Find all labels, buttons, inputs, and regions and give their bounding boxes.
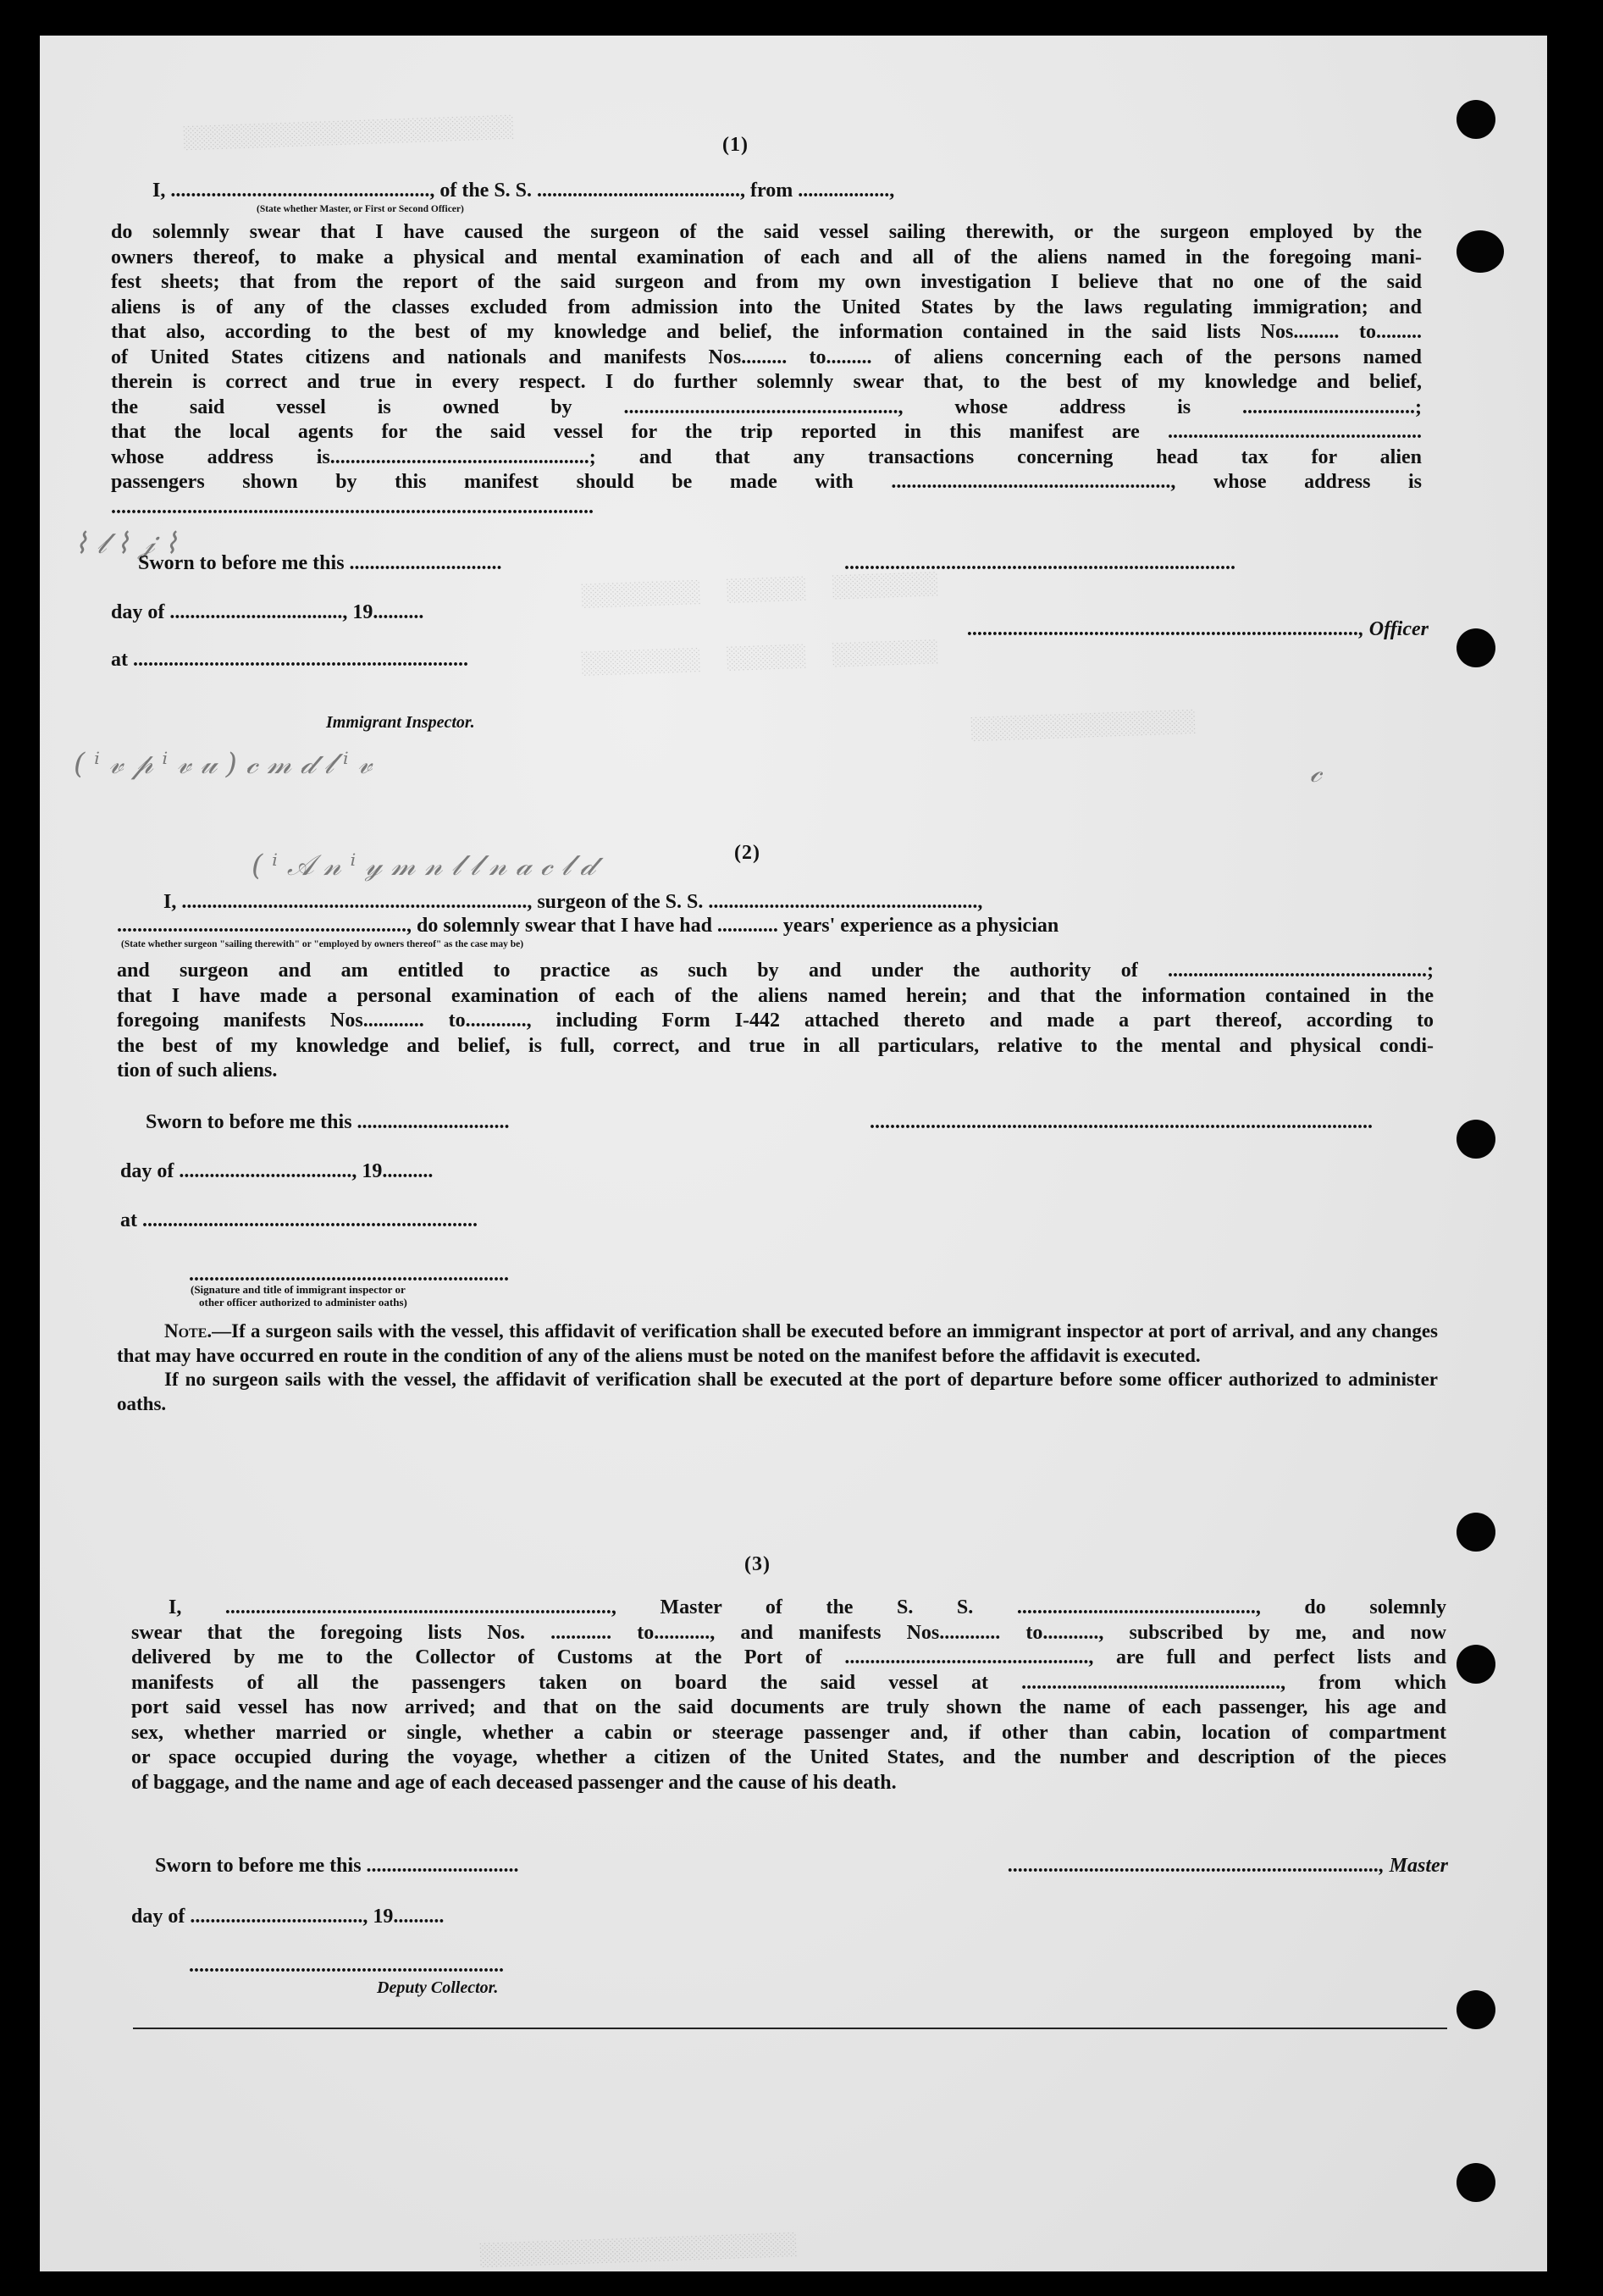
section-1-body-line: passengers shown by this manifest should be made with ......................................................., whose address is xyxy=(111,471,1422,493)
section-2-first-line: I, ...................................................................., surgeon of the S. S. ....................................................., xyxy=(163,891,983,913)
punch-hole xyxy=(1457,1990,1495,2029)
section-1-at-line: at .................................................................. xyxy=(111,649,468,671)
section-2-day-line: day of .................................., 19.......... xyxy=(120,1160,434,1182)
section-2-body-line: and surgeon and am entitled to practice as such by and under the authority of ...................................................; xyxy=(117,960,1434,982)
master-signature-label: ........................................................................., Master xyxy=(1008,1855,1448,1877)
handwritten-mark: ( ⁱ 𝒜 𝓃 ⁱ 𝓎 𝓂 𝓃 𝓁 𝓁 𝓃 𝒶 𝒸 𝓁 𝒹 xyxy=(252,849,595,882)
bleed-through-text: ░░░░░░░░░ ░░░░░░ ░░░░░░░░ xyxy=(581,639,939,678)
section-3-body-line: manifests of all the passengers taken on board the said vessel at ..................................................., from which xyxy=(131,1671,1446,1694)
section-2-at-line: at .................................................................. xyxy=(120,1209,478,1231)
section-1-first-line-caption: (State whether Master, or First or Second Officer) xyxy=(257,204,464,214)
section-3-body-line: of baggage, and the name and age of each deceased passenger and the cause of his death. xyxy=(131,1771,897,1794)
section-3-body xyxy=(131,1596,1446,1795)
section-3-collector-blank: .............................................................. xyxy=(189,1955,504,1977)
section-2-body-line: that I have made a personal examination of each of the aliens named herein; and that the information contained in the xyxy=(117,984,1434,1007)
punch-hole xyxy=(1457,1513,1495,1552)
handwritten-mark: 𝒸 xyxy=(1310,755,1322,789)
section-1-sworn-line: Sworn to before me this .............................. xyxy=(138,552,502,574)
section-2-caption: (State whether surgeon "sailing therewith" or "employed by owners thereof" as the case may be) xyxy=(121,939,524,949)
section-1-officer-blank: ............................................................................. xyxy=(844,552,1235,574)
section-1-body-line: therein is correct and true in every respect. I do further solemnly swear that, to the best of my knowledge and belief, xyxy=(111,371,1422,393)
note-text-1: —If a surgeon sails with the vessel, this affidavit of verification shall be executed before an immigrant inspector at port of arrival, and any changes that may have occurred en route in the condition of any of the aliens must be noted on the manifest before the affidavit is executed. xyxy=(117,1320,1438,1366)
section-3-number: (3) xyxy=(744,1553,771,1575)
officer-signature-label: ............................................................................., Officer xyxy=(967,618,1429,640)
section-3-body-line: or space occupied during the voyage, whether a citizen of the United States, and the number and description of the pieces xyxy=(131,1746,1446,1768)
section-2-sig-caption-1: (Signature and title of immigrant inspector or xyxy=(191,1283,406,1296)
section-1-body-line: that also, according to the best of my knowledge and belief, the information contained in the said lists Nos......... to......... xyxy=(111,321,1422,343)
punch-hole xyxy=(1457,230,1504,273)
deputy-collector-label: Deputy Collector. xyxy=(377,1978,499,1997)
bleed-through-text: ░░░░░░░░░░░░░░░░░░░░░░░░░ xyxy=(183,114,515,152)
section-2-sig-caption-2: other officer authorized to administer oaths) xyxy=(199,1296,407,1308)
section-2-body-line: tion of such aliens. xyxy=(117,1059,278,1082)
section-1-body-line: whose address is...................................................; and that any transactions concerning head tax for alien xyxy=(111,445,1422,468)
section-3-body-line: I, ............................................................................, Master of the S. S. ..............................................., do solemnly xyxy=(169,1596,1446,1618)
section-3-sworn-line: Sworn to before me this .............................. xyxy=(155,1855,519,1877)
section-1-day-line: day of .................................., 19.......... xyxy=(111,601,424,623)
section-2-sworn-line: Sworn to before me this .............................. xyxy=(146,1111,510,1133)
bleed-through-text: ░░░░░░░░░░░░░░░░░░░░░░░░ xyxy=(479,2232,798,2269)
section-1-officer-line xyxy=(844,618,1429,641)
section-3-body-line: sex, whether married or single, whether a cabin or steerage passenger and, if other than cabin, location of compartment xyxy=(131,1721,1446,1744)
section-1-first-line: I, ..................................................., of the S. S. ........................................, from .................., xyxy=(152,180,895,202)
section-1-body-line: fest sheets; that from the report of the said surgeon and from my own investigation I believe that no one of the said xyxy=(111,271,1422,293)
section-1-body-line: the said vessel is owned by ......................................................, whose address is ..................................; xyxy=(111,396,1422,418)
bleed-through-text: ░░░░░░░░░ ░░░░░░ ░░░░░░░░ xyxy=(581,571,939,610)
section-1-body-line: aliens is of any of the classes excluded from admission into the United States by the laws regulating immigration; and xyxy=(111,296,1422,318)
section-3-day-line: day of .................................., 19.......... xyxy=(131,1906,445,1928)
section-2-signature-blank: ................................................................................................... xyxy=(870,1111,1373,1133)
section-1-body-line: that the local agents for the said vessel for the trip reported in this manifest are .................................................. xyxy=(111,421,1422,443)
note-paragraph-1 xyxy=(117,1320,1438,1368)
punch-hole xyxy=(1457,1645,1495,1684)
bottom-rule xyxy=(133,2028,1447,2029)
section-2-body-line: the best of my knowledge and belief, is full, correct, and true in all particulars, relative to the mental and physical condi- xyxy=(117,1034,1434,1057)
note-block xyxy=(117,1320,1438,1416)
section-3-body-line: swear that the foregoing lists Nos. ............ to..........., and manifests Nos............ to..........., subscribed by me, and now xyxy=(131,1621,1446,1644)
section-2-number: (2) xyxy=(734,842,760,864)
section-2-body-line: foregoing manifests Nos............ to............, including Form I-442 attached thereto and made a part thereof, according to xyxy=(117,1010,1434,1032)
bleed-through-text: ░░░░░░░░░░░░░░░░░ xyxy=(970,709,1197,743)
handwritten-mark: ⌇ 𝓁 ⌇ 𝒿 ⌇ xyxy=(74,527,178,561)
section-1-body-line: do solemnly swear that I have caused the surgeon of the said vessel sailing therewith, or the surgeon employed by the xyxy=(111,221,1422,243)
section-1-number: (1) xyxy=(722,134,749,156)
section-2-second-line: ........................................................., do solemnly swear that I have had ............ years' experience as a physician xyxy=(117,915,1059,937)
immigrant-inspector-label: Immigrant Inspector. xyxy=(326,713,475,732)
section-1-body-line: ............................................................................................... xyxy=(111,495,594,518)
section-1-body-line: owners thereof, to make a physical and mental examination of each and all of the aliens named in the foregoing mani- xyxy=(111,246,1422,268)
section-3-body-line: port said vessel has now arrived; and that on the said documents are truly shown the name of each passenger, his age and xyxy=(131,1696,1446,1718)
punch-hole xyxy=(1457,100,1495,139)
punch-hole xyxy=(1457,2163,1495,2202)
section-3-body-line: delivered by me to the Collector of Customs at the Port of ................................................, are full and perfect lists and xyxy=(131,1646,1446,1668)
note-label: Note. xyxy=(164,1320,213,1342)
form-sheet xyxy=(40,36,1547,2271)
punch-hole xyxy=(1457,1120,1495,1159)
punch-hole xyxy=(1457,628,1495,667)
section-2-sig-blank: ............................................................... xyxy=(189,1264,509,1286)
section-3-master-line xyxy=(874,1855,1448,1878)
section-1-body xyxy=(111,220,1422,520)
section-1-body-line: of United States citizens and nationals and manifests Nos......... to......... of aliens concerning each of the persons named xyxy=(111,346,1422,368)
handwritten-mark: ( ⁱ 𝓋 𝓅 ⁱ 𝓋 𝓊 ) 𝒸 𝓂 𝒹 𝓁 ⁱ 𝓋 xyxy=(74,747,373,781)
note-paragraph-2: If no surgeon sails with the vessel, the affidavit of verification shall be executed at the port of departure before some officer authorized to administer oaths. xyxy=(117,1369,1438,1414)
section-2-body xyxy=(117,959,1434,1084)
